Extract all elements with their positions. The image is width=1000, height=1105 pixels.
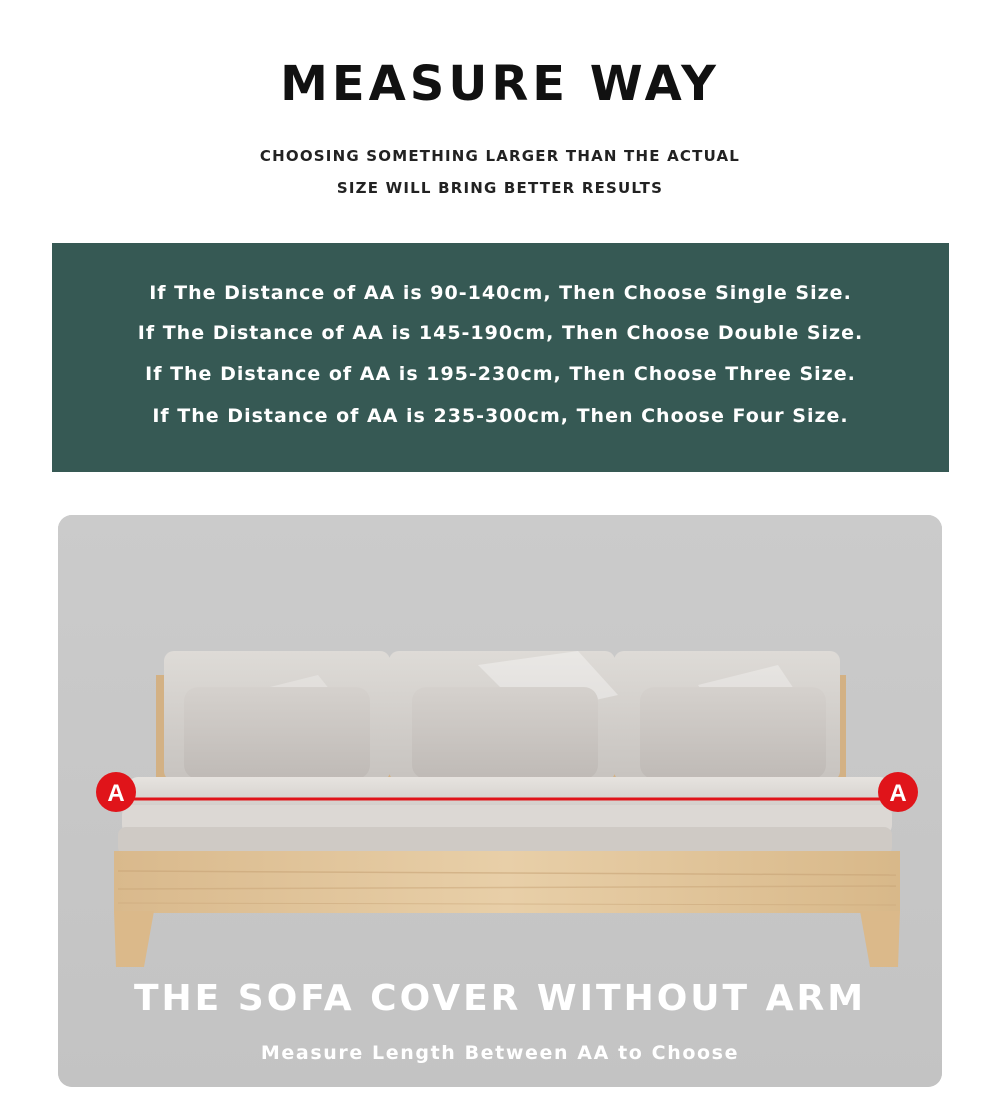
size-rule-single: If The Distance of AA is 90-140cm, Then Choose Single Size. <box>149 282 852 304</box>
subtitle-line-1: CHOOSING SOMETHING LARGER THAN THE ACTUAL <box>259 147 741 165</box>
sofa-cover-caption: Measure Length Between AA to Choose <box>260 1042 740 1064</box>
marker-a-right-label: A <box>889 780 907 807</box>
marker-a-left-label: A <box>107 780 125 807</box>
pillow-right <box>640 687 826 779</box>
size-rule-four: If The Distance of AA is 235-300cm, Then Choose Four Size. <box>152 405 849 427</box>
marker-a-left <box>96 772 136 812</box>
pillow-middle <box>412 687 598 779</box>
size-rule-three: If The Distance of AA is 195-230cm, Then Choose Three Size. <box>145 363 856 385</box>
sofa-photo-card <box>58 515 942 1087</box>
subtitle-line-2: SIZE WILL BRING BETTER RESULTS <box>336 179 664 197</box>
size-rule-double: If The Distance of AA is 145-190cm, Then Choose Double Size. <box>137 322 864 344</box>
marker-a-right <box>878 772 918 812</box>
seat-cushion-bottom <box>118 827 892 855</box>
size-rules-panel <box>52 243 949 472</box>
sofa-cover-title: THE SOFA COVER WITHOUT ARM <box>133 978 867 1019</box>
page-title: MEASURE WAY <box>280 56 720 112</box>
pillow-left <box>184 687 370 779</box>
